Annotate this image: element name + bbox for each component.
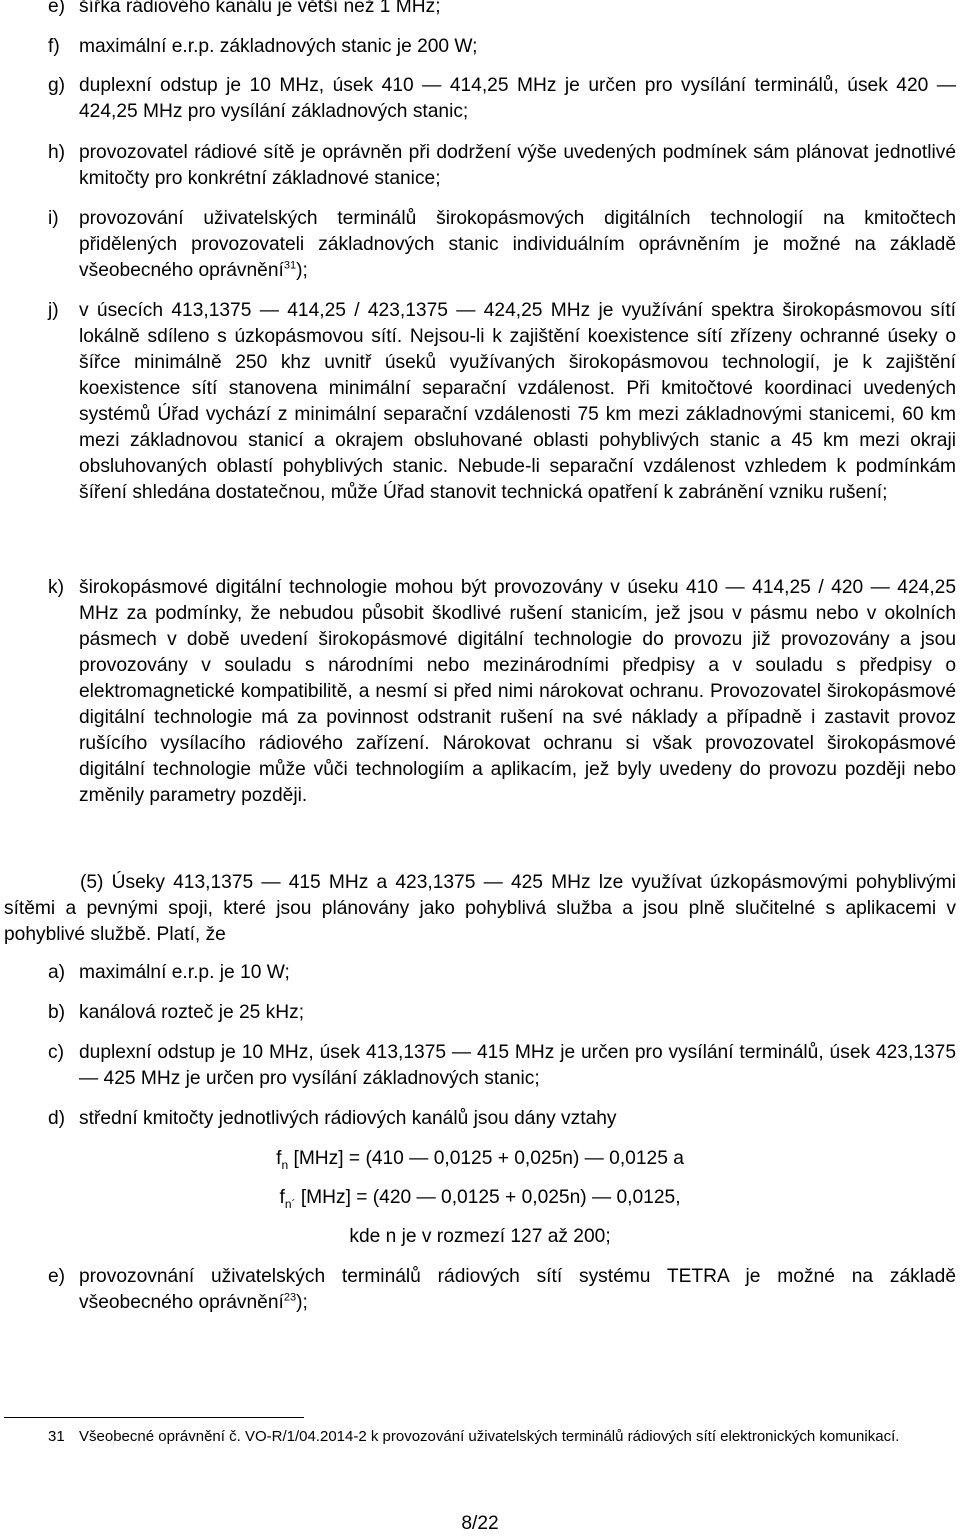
footnote-number: 31 (48, 1428, 65, 1445)
list-text: maximální e.r.p. základnových stanic je 200 W; (79, 36, 478, 57)
list-item-i (48, 206, 956, 284)
footnote-ref: 23 (283, 1291, 297, 1304)
list-label: a) (48, 962, 66, 983)
list-label: k) (48, 577, 64, 598)
list-item-e (48, 0, 956, 20)
list-text: duplexní odstup je 10 MHz, úsek 410 — 414,25 MHz je určen pro vysílání terminálů, úsek 420 — 424,25 MHz pro vysílání základnových stanic; (79, 75, 956, 122)
list-label: h) (48, 142, 66, 163)
formula-2-symbol: f (279, 1187, 285, 1208)
list-text: šířka rádiového kanálu je větší než 1 MHz; (79, 0, 441, 17)
formula-1 (0, 1146, 960, 1172)
formula-1-expression: [MHz] = (410 — 0,0125 + 0,025n) — 0,0125 a (288, 1148, 684, 1169)
list-label: e) (48, 1266, 66, 1287)
list-item-a (48, 960, 956, 986)
list-label: j) (48, 300, 59, 321)
list-item-b (48, 1000, 956, 1026)
list-text-body: provozovnání uživatelských terminálů rádiových sítí systému TETRA je možné na základě všeobecného oprávnění (79, 1266, 956, 1313)
list-text: maximální e.r.p. je 10 W; (79, 962, 290, 983)
list-item-c (48, 1040, 956, 1092)
list-label: d) (48, 1108, 66, 1129)
list-item-j (48, 298, 956, 506)
formula-2 (0, 1185, 960, 1211)
list-label: b) (48, 1002, 66, 1023)
list-item-h (48, 140, 956, 192)
list-item-k (48, 575, 956, 809)
formula-1-symbol: f (276, 1148, 282, 1169)
footnote-ref: 31 (283, 259, 297, 272)
list-item-g (48, 73, 956, 125)
page-number: 8/22 (461, 1513, 499, 1534)
list-label: c) (48, 1042, 64, 1063)
list-text (79, 206, 956, 284)
formula-1-subscript: n (281, 1157, 289, 1172)
list-text-tail: ); (296, 260, 308, 281)
list-item-e2 (48, 1264, 956, 1316)
footnote (48, 1427, 956, 1447)
list-item-d (48, 1106, 956, 1132)
list-text: kanálová rozteč je 25 kHz; (79, 1002, 305, 1023)
list-label: i) (48, 208, 59, 229)
formula-2-expression: [MHz] = (420 — 0,0125 + 0,025n) — 0,0125, (295, 1187, 681, 1208)
list-text (79, 1264, 956, 1316)
list-text: střední kmitočty jednotlivých rádiových kanálů jsou dány vztahy (79, 1108, 617, 1129)
footnote-text: Všeobecné oprávnění č. VO-R/1/04.2014-2 k provozování uživatelských terminálů rádiových sítí elektronických komunikací. (79, 1428, 900, 1445)
list-label: f) (48, 36, 60, 57)
formula-2-subscript: n´ (284, 1196, 296, 1211)
list-text: širokopásmové digitální technologie mohou být provozovány v úseku 410 — 414,25 / 420 — 424,25 MHz za podmínky, že nebudou působit škodlivé rušení stanicím, jež jsou v pásmu nebo v okolních pásmech v době uvedení širokopásmové digitální technologie do provozu již provozovány a jsou provozovány v souladu s národními nebo mezinárodními předpisy a v souladu s předpisy o elektromagnetické kompatibilitě, a nesmí si před nimi nárokovat ochranu. Provozovatel širokopásmové digitální technologie má za povinnost odstranit rušení na své náklady a případně i zastavit provoz rušícího vysílacího rádiového zařízení. Nárokovat ochranu si však provozovatel širokopásmové digitální technologie může vůči technologiím a aplikacím, jež byly uvedeny do provozu později nebo změnily parametry později. (79, 577, 956, 806)
list-label: g) (48, 75, 66, 96)
list-label: e) (48, 0, 66, 17)
list-text: duplexní odstup je 10 MHz, úsek 413,1375 — 415 MHz je určen pro vysílání terminálů, úsek 423,1375 — 425 MHz je určen pro vysílání základnových stanic; (79, 1042, 956, 1089)
list-text: v úsecích 413,1375 — 414,25 / 423,1375 — 424,25 MHz je využívání spektra širokopásmovou sítí lokálně sdíleno s úzkopásmovou sítí. Nejsou-li k zajištění koexistence sítí zřízeny ochranné úseky o šířce minimálně 250 khz uvnitř úseků využívaných širokopásmovou technologií, je k zajištění koexistence sítí stanovena minimální separační vzdálenost. Při kmitočtové koordinaci uvedených systémů Úřad vychází z minimální separační vzdálenosti 75 km mezi základnovými stanicemi, 60 km mezi základnovou stanicí a okrajem obsluhované oblasti pohyblivých stanic a 45 km mezi okraji obsluhovaných oblastí pohyblivých stanic. Nebude-li separační vzdálenost vzhledem k podmínkám šíření shledána dostatečnou, může Úřad stanovit technická opatření k zabránění vzniku rušení; (79, 300, 956, 503)
list-text-tail: ); (296, 1292, 308, 1313)
footnote-separator (4, 1417, 304, 1418)
list-text-body: provozování uživatelských terminálů širokopásmových digitálních technologií na kmitočtech přidělených provozovateli základnových stanic individuálním oprávněním je možné na základě všeobecného oprávnění (79, 208, 956, 281)
paragraph-5: (5) Úseky 413,1375 — 415 MHz a 423,1375 — 425 MHz lze využívat úzkopásmovými pohyblivými sítěmi a pevnými spoji, které jsou plánovány jako pohyblivá služba a jsou plně slučitelné s aplikacemi v pohyblivé službě. Platí, že (4, 872, 956, 945)
formula-range: kde n je v rozmezí 127 až 200; (349, 1226, 611, 1247)
list-text: provozovatel rádiové sítě je oprávněn při dodržení výše uvedených podmínek sám plánovat jednotlivé kmitočty pro konkrétní základnové stanice; (79, 142, 956, 189)
list-item-f (48, 34, 956, 60)
